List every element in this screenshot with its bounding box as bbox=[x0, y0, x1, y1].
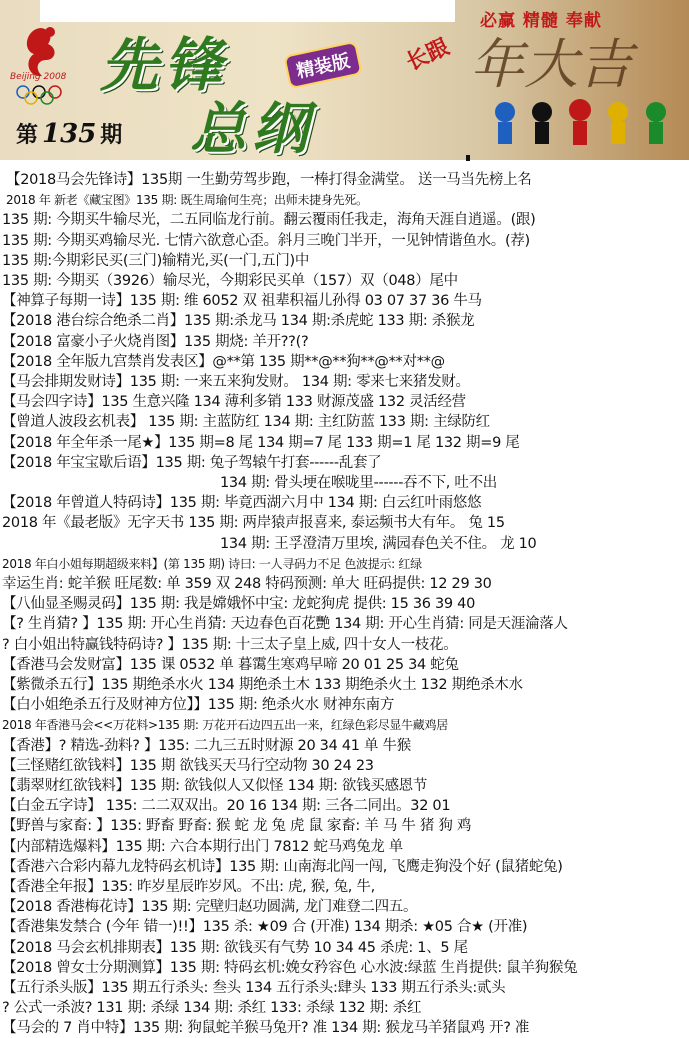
text-line: 135 期: 今期买鸡输尽光. 七情六欲意心歪。斜月三晚门半开，一见钟情谐鱼水。(荐) bbox=[2, 232, 530, 249]
text-line: 【香港六合彩内幕九龙特码玄机诗】135 期: 山南海北闯一闯, 飞鹰走狗没个好 (鼠猪蛇兔) bbox=[2, 858, 563, 875]
text-line: 【曾道人波段玄机表】 135 期: 主蓝防红 134 期: 主红防蓝 133 期: 主绿防红 bbox=[2, 414, 490, 431]
text-line: 【2018马会先锋诗】135期 一生勤劳驾步跑，一棒打得金满堂。 送一马当先榜上名 bbox=[6, 172, 532, 188]
text-line: 【2018 年曾道人特码诗】135 期: 毕竟西湖六月中 134 期: 白云红叶雨悠悠 bbox=[2, 495, 482, 512]
text-line: 2018 年 新老《藏宝图》135 期: 既生周瑜何生亮；出师未捷身先死。 bbox=[6, 193, 368, 208]
text-line: 2018 年白小姐每期超级来料】(第 135 期) 诗曰: 一人寻码力不足 色波提示: 红绿 bbox=[2, 556, 422, 571]
text-line: 135 期: 今期买（3926）输尽光，今期彩民买单（157）双（048）尾中 bbox=[2, 273, 458, 289]
banner-slogan: 长跟 bbox=[402, 33, 454, 76]
text-line: 【三怪赌红欲钱料】135 期 欲钱买天马行空动物 30 24 23 bbox=[2, 757, 374, 774]
issue-label bbox=[16, 118, 122, 149]
banner-tagline: 必赢 精髓 奉献 bbox=[480, 11, 602, 31]
text-line: 【神算子每期一诗】135 期: 维 6052 双 祖辈积福儿孙得 03 07 37 36 牛马 bbox=[2, 293, 482, 310]
text-line: 【2018 香港梅花诗】135 期: 完壁归赵功圆满, 龙门难登二四五。 bbox=[2, 899, 418, 916]
text-line: 135 期: 今期买牛输尽光，二五同临龙行前。翻云覆雨任我走，海角天涯自逍遥。(跟) bbox=[2, 212, 536, 229]
olympic-caption: Beijing 2008 bbox=[10, 72, 67, 82]
banner-calligraphy: 年大吉 bbox=[470, 33, 632, 96]
text-line: 【紫微杀五行】135 期绝杀水火 134 期绝杀土木 133 期绝杀火土 132 期绝杀木水 bbox=[2, 677, 523, 693]
text-line: 幸运生肖: 蛇羊猴 旺尾数: 单 359 双 248 特码预测: 单大 旺码提供: 12 29 30 bbox=[2, 576, 492, 592]
text-line: 【香港集发禁合 (今年 错一)!!】135 杀: ★09 合 (开准) 134 期杀: ★05 合★ (开准) bbox=[2, 919, 528, 936]
olympic-rings-icon bbox=[14, 84, 64, 106]
mascots-icon bbox=[490, 92, 680, 152]
text-line: ? 公式一杀波? 131 期: 杀绿 134 期: 杀红 133: 杀绿 132 期: 杀红 bbox=[2, 1000, 422, 1017]
edition-badge: 精装版 bbox=[283, 41, 362, 90]
text-line: 【五行杀头版】135 期五行杀头: 叁头 134 五行杀头:肆头 133 期五行杀头:贰头 bbox=[2, 980, 506, 996]
text-line: 【2018 港台综合绝杀二肖】135 期:杀龙马 134 期:杀虎蛇 133 期: 杀猴龙 bbox=[2, 313, 475, 330]
issue-number: 135 bbox=[42, 119, 97, 149]
text-line: 【八仙显圣赐灵码】135 期: 我是嫦娥怀中宝: 龙蛇狗虎 提供: 15 36 39 40 bbox=[2, 596, 476, 613]
text-line: 【野兽与家畜: 】135: 野畜 野畜: 猴 蛇 龙 兔 虎 鼠 家畜: 羊 马 牛 猪 狗 鸡 bbox=[2, 818, 472, 835]
text-line: 【? 生肖猜? 】135 期: 开心生肖猜: 天边春色百花艷 134 期: 开心生肖猜: 同是天涯淪落人 bbox=[2, 616, 568, 633]
text-line: 2018 年《最老版》无字天书 135 期: 两岸猿声报喜来, 泰运频书大有年。 兔 15 bbox=[2, 515, 505, 532]
text-line: 【2018 年宝宝歇后语】135 期: 兔子驾辕午打套------乱套了 bbox=[2, 454, 382, 471]
text-line: 【2018 曾女士分期测算】135 期: 特码玄机:娩女矜容色 心水波:绿蓝 生肖提供: 鼠羊狗猴兔 bbox=[2, 959, 578, 976]
text-line: 2018 年香港马会<<万花料>135 期: 万花开石边四五出一来，红绿色彩尽显牛藏鸡居 bbox=[2, 718, 448, 733]
text-line: 【马会四字诗】135 生意兴隆 134 薄利多销 133 财源茂盛 132 灵活经营 bbox=[2, 394, 466, 411]
text-line: 134 期: 骨头埂在喉咙里------吞不下, 吐不出 bbox=[220, 475, 497, 491]
text-line: 【马会的 7 肖中特】135 期: 狗鼠蛇羊猴马兔开? 准 134 期: 猴龙马羊猪鼠鸡 开? 准 bbox=[2, 1020, 530, 1037]
text-line: 【香港马会发财富】135 课 0532 单 暮霭生寒鸡早啼 20 01 25 34 蛇兔 bbox=[2, 656, 459, 673]
banner-title-2: 总纲 bbox=[190, 96, 314, 160]
text-line: 134 期: 王孚澄清万里埃, 满园春色关不住。 龙 10 bbox=[220, 535, 537, 552]
marker-dot bbox=[466, 155, 470, 161]
text-line: 【2018 全年版九宫禁肖发表区】@**第 135 期**@**狗**@**对**@ bbox=[2, 353, 445, 370]
text-line: 【2018 年全年杀一尾★】135 期=8 尾 134 期=7 尾 133 期=1 尾 132 期=9 尾 bbox=[2, 434, 520, 451]
issue-suffix: 期 bbox=[100, 122, 123, 148]
text-line: 135 期:今期彩民买(三门)输精光,买(一门,五门)中 bbox=[2, 252, 310, 269]
text-line: 【2018 马会玄机排期表】135 期: 欲钱买有气势 10 34 45 杀虎: 1、5 尾 bbox=[2, 939, 468, 956]
text-line: 【白金五字诗】 135: 二二双双出。20 16 134 期: 三各二同出。32 01 bbox=[2, 798, 451, 815]
text-line: 【白小姐绝杀五行及财神方位】】135 期: 绝杀火水 财神东南方 bbox=[2, 697, 395, 714]
text-line: 【香港全年报】135: 昨岁星辰昨岁风。不出: 虎, 猴, 兔, 牛, bbox=[2, 879, 375, 895]
text-line: 【翡翠财红欲钱料】135 期: 欲钱似人又似怪 134 期: 欲钱买感恩节 bbox=[2, 778, 428, 794]
text-line: ? 白小姐出特赢钱特码诗? 】135 期: 十三太子皇上威, 四十女人一枝花。 bbox=[2, 636, 458, 653]
text-line: 【马会排期发财诗】135 期: 一来五来狗发财。 134 期: 零来七来猪发财。 bbox=[2, 374, 470, 390]
text-line: 【香港】? 精选-劲料? 】135: 二九三五时财源 20 34 41 单 牛猴 bbox=[2, 737, 411, 754]
header-banner bbox=[0, 0, 689, 160]
text-line: 【内部精选爆料】135 期: 六合本期行出门 7812 蛇马鸡兔龙 单 bbox=[2, 838, 404, 855]
text-line: 【2018 富豪小子火烧肖图】135 期烧: 羊开??(? bbox=[2, 333, 309, 350]
issue-prefix: 第 bbox=[16, 122, 39, 148]
banner-title-1: 先锋 bbox=[100, 31, 229, 99]
